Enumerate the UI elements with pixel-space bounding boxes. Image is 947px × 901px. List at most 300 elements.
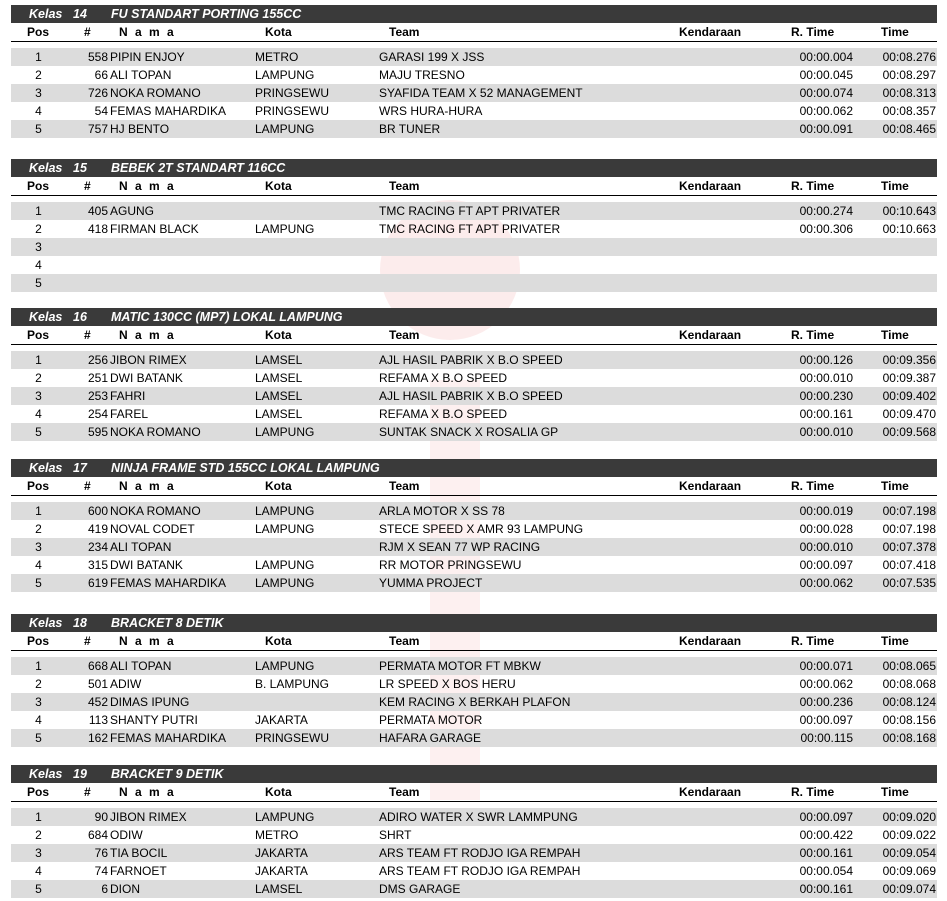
cell-name: FARNOET xyxy=(110,864,167,878)
header-pos: Pos xyxy=(27,25,50,39)
class-block xyxy=(11,614,937,747)
cell-time: 00:09.074 xyxy=(882,882,936,896)
header-pos: Pos xyxy=(27,634,50,648)
header-rtime: R. Time xyxy=(791,479,835,493)
header-pos: Pos xyxy=(27,479,50,493)
cell-team: YUMMA PROJECT xyxy=(379,576,483,590)
header-time: Time xyxy=(881,785,909,799)
cell-team: TMC RACING FT APT PRIVATER xyxy=(379,222,561,236)
header-pos: Pos xyxy=(27,179,50,193)
header-name: N a m a xyxy=(119,785,176,799)
cell-pos: 1 xyxy=(35,353,42,367)
cell-pos: 5 xyxy=(35,122,42,136)
cell-no: 113 xyxy=(88,713,108,727)
table-row xyxy=(11,369,937,387)
cell-time: 00:08.065 xyxy=(882,659,936,673)
results-rows xyxy=(11,502,937,592)
table-row xyxy=(11,826,937,844)
header-kendaraan: Kendaraan xyxy=(679,634,742,648)
table-row xyxy=(11,102,937,120)
class-title: BRACKET 9 DETIK xyxy=(111,767,224,781)
cell-rtime: 00:00.074 xyxy=(799,86,853,100)
header-kota: Kota xyxy=(265,634,292,648)
class-title: BEBEK 2T STANDART 116CC xyxy=(111,161,286,175)
cell-rtime: 00:00.422 xyxy=(799,828,853,842)
header-pos: Pos xyxy=(27,328,50,342)
header-kendaraan: Kendaraan xyxy=(679,785,742,799)
cell-pos: 1 xyxy=(35,50,42,64)
cell-rtime: 00:00.236 xyxy=(799,695,853,709)
cell-kota: LAMPUNG xyxy=(255,122,315,136)
cell-time: 00:09.387 xyxy=(882,371,936,385)
cell-team: BR TUNER xyxy=(379,122,441,136)
results-rows xyxy=(11,808,937,898)
class-title: MATIC 130CC (MP7) LOKAL LAMPUNG xyxy=(111,310,343,324)
cell-team: KEM RACING X BERKAH PLAFON xyxy=(379,695,571,709)
cell-team: WRS HURA-HURA xyxy=(379,104,483,118)
header-kota: Kota xyxy=(265,785,292,799)
cell-name: ALI TOPAN xyxy=(110,540,172,554)
cell-rtime: 00:00.010 xyxy=(799,425,853,439)
class-title: NINJA FRAME STD 155CC LOKAL LAMPUNG xyxy=(111,461,380,475)
cell-no: 418 xyxy=(87,222,108,236)
cell-name: JIBON RIMEX xyxy=(110,353,187,367)
table-row xyxy=(11,693,937,711)
cell-team: PERMATA MOTOR xyxy=(379,713,483,727)
cell-pos: 2 xyxy=(35,677,42,691)
cell-time: 00:10.663 xyxy=(882,222,936,236)
cell-time: 00:08.357 xyxy=(882,104,936,118)
table-row xyxy=(11,66,937,84)
cell-kota: LAMPUNG xyxy=(255,222,315,236)
header-team: Team xyxy=(389,179,420,193)
cell-kota: PRINGSEWU xyxy=(255,86,330,100)
cell-time: 00:09.402 xyxy=(882,389,936,403)
header-kendaraan: Kendaraan xyxy=(679,25,742,39)
cell-kota: LAMSEL xyxy=(255,882,303,896)
table-row xyxy=(11,202,937,220)
header-no: # xyxy=(84,785,91,799)
cell-rtime: 00:00.010 xyxy=(799,540,853,554)
cell-kota: LAMSEL xyxy=(255,389,303,403)
column-header-row xyxy=(11,177,937,196)
column-header-row xyxy=(11,477,937,496)
cell-team: GARASI 199 X JSS xyxy=(379,50,485,64)
cell-name: PIPIN ENJOY xyxy=(110,50,185,64)
cell-pos: 3 xyxy=(35,389,42,403)
cell-name: DWI BATANK xyxy=(110,558,183,572)
cell-rtime: 00:00.230 xyxy=(799,389,853,403)
cell-name: TIA BOCIL xyxy=(110,846,168,860)
header-time: Time xyxy=(881,479,909,493)
header-name: N a m a xyxy=(119,25,176,39)
cell-kota: LAMPUNG xyxy=(255,659,315,673)
cell-rtime: 00:00.062 xyxy=(799,677,853,691)
cell-name: DION xyxy=(110,882,140,896)
table-row xyxy=(11,120,937,138)
cell-pos: 1 xyxy=(35,504,42,518)
header-kendaraan: Kendaraan xyxy=(679,328,742,342)
class-number: 14 xyxy=(73,7,87,21)
cell-rtime: 00:00.161 xyxy=(799,407,853,421)
cell-kota: LAMPUNG xyxy=(255,522,315,536)
cell-time: 00:07.418 xyxy=(882,558,936,572)
header-rtime: R. Time xyxy=(791,179,835,193)
cell-kota: JAKARTA xyxy=(255,713,308,727)
cell-team: MAJU TRESNO xyxy=(379,68,465,82)
cell-pos: 1 xyxy=(35,204,42,218)
cell-no: 234 xyxy=(87,540,108,554)
table-row xyxy=(11,574,937,592)
cell-pos: 2 xyxy=(35,371,42,385)
cell-no: 501 xyxy=(87,677,108,691)
cell-name: NOKA ROMANO xyxy=(110,504,201,518)
class-title-bar xyxy=(11,765,937,783)
header-kendaraan: Kendaraan xyxy=(679,179,742,193)
class-title-bar xyxy=(11,614,937,632)
cell-kota: JAKARTA xyxy=(255,864,308,878)
table-row xyxy=(11,556,937,574)
cell-time: 00:08.465 xyxy=(882,122,936,136)
cell-name: NOKA ROMANO xyxy=(110,425,201,439)
cell-kota: PRINGSEWU xyxy=(255,731,330,745)
header-no: # xyxy=(84,25,91,39)
cell-rtime: 00:00.091 xyxy=(799,122,853,136)
cell-rtime: 00:00.126 xyxy=(799,353,853,367)
class-block xyxy=(11,308,937,441)
cell-name: NOKA ROMANO xyxy=(110,86,201,100)
table-row xyxy=(11,405,937,423)
class-number: 17 xyxy=(73,461,87,475)
cell-time: 00:09.054 xyxy=(882,846,936,860)
cell-pos: 5 xyxy=(35,731,42,745)
cell-no: 6 xyxy=(101,882,108,896)
cell-team: SHRT xyxy=(379,828,412,842)
cell-name: SHANTY PUTRI xyxy=(110,713,198,727)
header-kota: Kota xyxy=(265,179,292,193)
cell-team: AJL HASIL PABRIK X B.O SPEED xyxy=(379,353,563,367)
class-label: Kelas xyxy=(29,767,63,781)
cell-team: DMS GARAGE xyxy=(379,882,461,896)
table-row xyxy=(11,538,937,556)
cell-kota: LAMSEL xyxy=(255,407,303,421)
cell-pos: 3 xyxy=(35,695,42,709)
cell-team: AJL HASIL PABRIK X B.O SPEED xyxy=(379,389,563,403)
cell-kota: METRO xyxy=(255,50,299,64)
cell-pos: 3 xyxy=(35,540,42,554)
results-rows xyxy=(11,351,937,441)
column-header-row xyxy=(11,326,937,345)
cell-name: FEMAS MAHARDIKA xyxy=(110,576,227,590)
cell-rtime: 00:00.306 xyxy=(799,222,853,236)
header-no: # xyxy=(84,634,91,648)
header-pos: Pos xyxy=(27,785,50,799)
cell-pos: 2 xyxy=(35,828,42,842)
header-name: N a m a xyxy=(119,328,176,342)
cell-no: 90 xyxy=(94,810,108,824)
header-no: # xyxy=(84,328,91,342)
header-name: N a m a xyxy=(119,479,176,493)
cell-kota: LAMPUNG xyxy=(255,425,315,439)
table-row xyxy=(11,220,937,238)
class-number: 19 xyxy=(73,767,87,781)
cell-rtime: 00:00.010 xyxy=(799,371,853,385)
table-row xyxy=(11,238,937,256)
cell-pos: 4 xyxy=(35,407,42,421)
cell-pos: 3 xyxy=(35,86,42,100)
class-number: 15 xyxy=(73,161,87,175)
cell-rtime: 00:00.097 xyxy=(799,810,853,824)
cell-rtime: 00:00.161 xyxy=(799,846,853,860)
cell-time: 00:10.643 xyxy=(882,204,936,218)
header-team: Team xyxy=(389,634,420,648)
header-team: Team xyxy=(389,25,420,39)
cell-pos: 2 xyxy=(35,68,42,82)
cell-time: 00:08.156 xyxy=(882,713,936,727)
cell-no: 256 xyxy=(87,353,108,367)
cell-kota: JAKARTA xyxy=(255,846,308,860)
header-kota: Kota xyxy=(265,328,292,342)
header-rtime: R. Time xyxy=(791,328,835,342)
cell-rtime: 00:00.004 xyxy=(799,50,853,64)
header-rtime: R. Time xyxy=(791,634,835,648)
header-name: N a m a xyxy=(119,179,176,193)
cell-name: DWI BATANK xyxy=(110,371,183,385)
column-header-row xyxy=(11,783,937,802)
cell-no: 405 xyxy=(87,204,108,218)
cell-pos: 3 xyxy=(35,240,42,254)
cell-team: ADIRO WATER X SWR LAMMPUNG xyxy=(379,810,578,824)
cell-no: 162 xyxy=(87,731,108,745)
table-row xyxy=(11,844,937,862)
header-time: Time xyxy=(881,328,909,342)
cell-kota: PRINGSEWU xyxy=(255,104,330,118)
cell-no: 251 xyxy=(87,371,108,385)
class-number: 18 xyxy=(73,616,87,630)
table-row xyxy=(11,387,937,405)
cell-time: 00:09.069 xyxy=(882,864,936,878)
cell-time: 00:07.378 xyxy=(882,540,936,554)
cell-rtime: 00:00.097 xyxy=(799,558,853,572)
header-time: Time xyxy=(881,634,909,648)
header-kota: Kota xyxy=(265,25,292,39)
results-rows xyxy=(11,202,937,292)
cell-name: FAREL xyxy=(110,407,149,421)
class-label: Kelas xyxy=(29,7,63,21)
cell-team: STECE SPEED X AMR 93 LAMPUNG xyxy=(379,522,584,536)
cell-name: NOVAL CODET xyxy=(110,522,195,536)
cell-name: ADIW xyxy=(110,677,142,691)
cell-time: 00:07.198 xyxy=(882,522,936,536)
class-block xyxy=(11,459,937,592)
cell-team: ARS TEAM FT RODJO IGA REMPAH xyxy=(379,864,581,878)
cell-kota: LAMSEL xyxy=(255,371,303,385)
table-row xyxy=(11,520,937,538)
cell-time: 00:09.470 xyxy=(882,407,936,421)
cell-rtime: 00:00.274 xyxy=(799,204,853,218)
table-row xyxy=(11,729,937,747)
cell-team: LR SPEED X BOS HERU xyxy=(379,677,516,691)
cell-no: 619 xyxy=(87,576,108,590)
cell-time: 00:07.535 xyxy=(882,576,936,590)
cell-time: 00:08.276 xyxy=(882,50,936,64)
cell-time: 00:08.168 xyxy=(882,731,936,745)
cell-no: 684 xyxy=(87,828,108,842)
cell-no: 253 xyxy=(87,389,108,403)
cell-pos: 2 xyxy=(35,522,42,536)
class-label: Kelas xyxy=(29,616,63,630)
cell-kota: LAMSEL xyxy=(255,353,303,367)
header-time: Time xyxy=(881,179,909,193)
class-block xyxy=(11,5,937,138)
cell-name: FIRMAN BLACK xyxy=(110,222,199,236)
cell-time: 00:09.568 xyxy=(882,425,936,439)
header-no: # xyxy=(84,179,91,193)
table-row xyxy=(11,808,937,826)
table-row xyxy=(11,502,937,520)
table-row xyxy=(11,880,937,898)
cell-pos: 3 xyxy=(35,846,42,860)
cell-no: 74 xyxy=(94,864,108,878)
table-row xyxy=(11,862,937,880)
table-row xyxy=(11,48,937,66)
cell-team: REFAMA X B.O SPEED xyxy=(379,407,508,421)
header-no: # xyxy=(84,479,91,493)
cell-kota: LAMPUNG xyxy=(255,558,315,572)
class-title: FU STANDART PORTING 155CC xyxy=(111,7,302,21)
table-row xyxy=(11,274,937,292)
cell-rtime: 00:00.115 xyxy=(800,731,853,745)
header-kota: Kota xyxy=(265,479,292,493)
cell-rtime: 00:00.071 xyxy=(799,659,853,673)
cell-pos: 1 xyxy=(35,659,42,673)
header-rtime: R. Time xyxy=(791,785,835,799)
cell-no: 54 xyxy=(94,104,108,118)
cell-team: RJM X SEAN 77 WP RACING xyxy=(379,540,541,554)
cell-no: 595 xyxy=(87,425,108,439)
cell-team: TMC RACING FT APT PRIVATER xyxy=(379,204,561,218)
header-team: Team xyxy=(389,328,420,342)
cell-pos: 5 xyxy=(35,882,42,896)
cell-no: 419 xyxy=(87,522,108,536)
cell-time: 00:08.313 xyxy=(882,86,936,100)
cell-no: 600 xyxy=(87,504,108,518)
cell-name: FAHRI xyxy=(110,389,146,403)
cell-pos: 4 xyxy=(35,104,42,118)
cell-name: ALI TOPAN xyxy=(110,68,172,82)
cell-team: SYAFIDA TEAM X 52 MANAGEMENT xyxy=(379,86,583,100)
cell-no: 315 xyxy=(87,558,108,572)
class-title-bar xyxy=(11,308,937,326)
cell-pos: 4 xyxy=(35,713,42,727)
table-row xyxy=(11,351,937,369)
cell-name: ODIW xyxy=(110,828,143,842)
class-label: Kelas xyxy=(29,161,63,175)
cell-name: FEMAS MAHARDIKA xyxy=(110,731,227,745)
table-row xyxy=(11,675,937,693)
cell-pos: 4 xyxy=(35,558,42,572)
header-kendaraan: Kendaraan xyxy=(679,479,742,493)
cell-rtime: 00:00.045 xyxy=(799,68,853,82)
cell-rtime: 00:00.019 xyxy=(799,504,853,518)
column-header-row xyxy=(11,23,937,42)
cell-team: HAFARA GARAGE xyxy=(379,731,482,745)
cell-pos: 1 xyxy=(35,810,42,824)
cell-rtime: 00:00.097 xyxy=(799,713,853,727)
cell-no: 452 xyxy=(87,695,108,709)
cell-kota: LAMPUNG xyxy=(255,504,315,518)
results-rows xyxy=(11,657,937,747)
class-number: 16 xyxy=(73,310,87,324)
cell-name: HJ BENTO xyxy=(110,122,170,136)
cell-pos: 4 xyxy=(35,864,42,878)
cell-rtime: 00:00.161 xyxy=(799,882,853,896)
cell-team: ARS TEAM FT RODJO IGA REMPAH xyxy=(379,846,581,860)
cell-kota: LAMPUNG xyxy=(255,576,315,590)
table-row xyxy=(11,256,937,274)
cell-name: AGUNG xyxy=(110,204,155,218)
cell-rtime: 00:00.028 xyxy=(799,522,853,536)
column-header-row xyxy=(11,632,937,651)
cell-pos: 5 xyxy=(35,576,42,590)
cell-time: 00:07.198 xyxy=(882,504,936,518)
cell-team: ARLA MOTOR X SS 78 xyxy=(379,504,505,518)
cell-no: 254 xyxy=(87,407,108,421)
cell-pos: 4 xyxy=(35,258,42,272)
table-row xyxy=(11,423,937,441)
cell-no: 726 xyxy=(87,86,108,100)
class-block xyxy=(11,765,937,898)
cell-pos: 5 xyxy=(35,276,42,290)
cell-kota: LAMPUNG xyxy=(255,810,315,824)
cell-name: ALI TOPAN xyxy=(110,659,172,673)
cell-time: 00:09.356 xyxy=(882,353,936,367)
table-row xyxy=(11,711,937,729)
header-time: Time xyxy=(881,25,909,39)
cell-rtime: 00:00.054 xyxy=(799,864,853,878)
table-row xyxy=(11,657,937,675)
class-title-bar xyxy=(11,159,937,177)
cell-rtime: 00:00.062 xyxy=(799,576,853,590)
cell-no: 558 xyxy=(87,50,108,64)
cell-pos: 2 xyxy=(35,222,42,236)
header-team: Team xyxy=(389,479,420,493)
header-team: Team xyxy=(389,785,420,799)
cell-time: 00:08.124 xyxy=(882,695,936,709)
cell-time: 00:09.020 xyxy=(882,810,936,824)
cell-name: FEMAS MAHARDIKA xyxy=(110,104,227,118)
header-rtime: R. Time xyxy=(791,25,835,39)
class-block xyxy=(11,159,937,292)
class-title-bar xyxy=(11,459,937,477)
cell-team: REFAMA X B.O SPEED xyxy=(379,371,508,385)
cell-team: SUNTAK SNACK X ROSALIA GP xyxy=(379,425,559,439)
cell-pos: 5 xyxy=(35,425,42,439)
cell-team: RR MOTOR PRINGSEWU xyxy=(379,558,522,572)
results-rows xyxy=(11,48,937,138)
cell-kota: METRO xyxy=(255,828,299,842)
class-label: Kelas xyxy=(29,310,63,324)
cell-no: 66 xyxy=(94,68,108,82)
cell-time: 00:08.297 xyxy=(882,68,936,82)
cell-name: JIBON RIMEX xyxy=(110,810,187,824)
cell-rtime: 00:00.062 xyxy=(799,104,853,118)
table-row xyxy=(11,84,937,102)
cell-time: 00:08.068 xyxy=(882,677,936,691)
header-name: N a m a xyxy=(119,634,176,648)
class-title: BRACKET 8 DETIK xyxy=(111,616,224,630)
class-label: Kelas xyxy=(29,461,63,475)
